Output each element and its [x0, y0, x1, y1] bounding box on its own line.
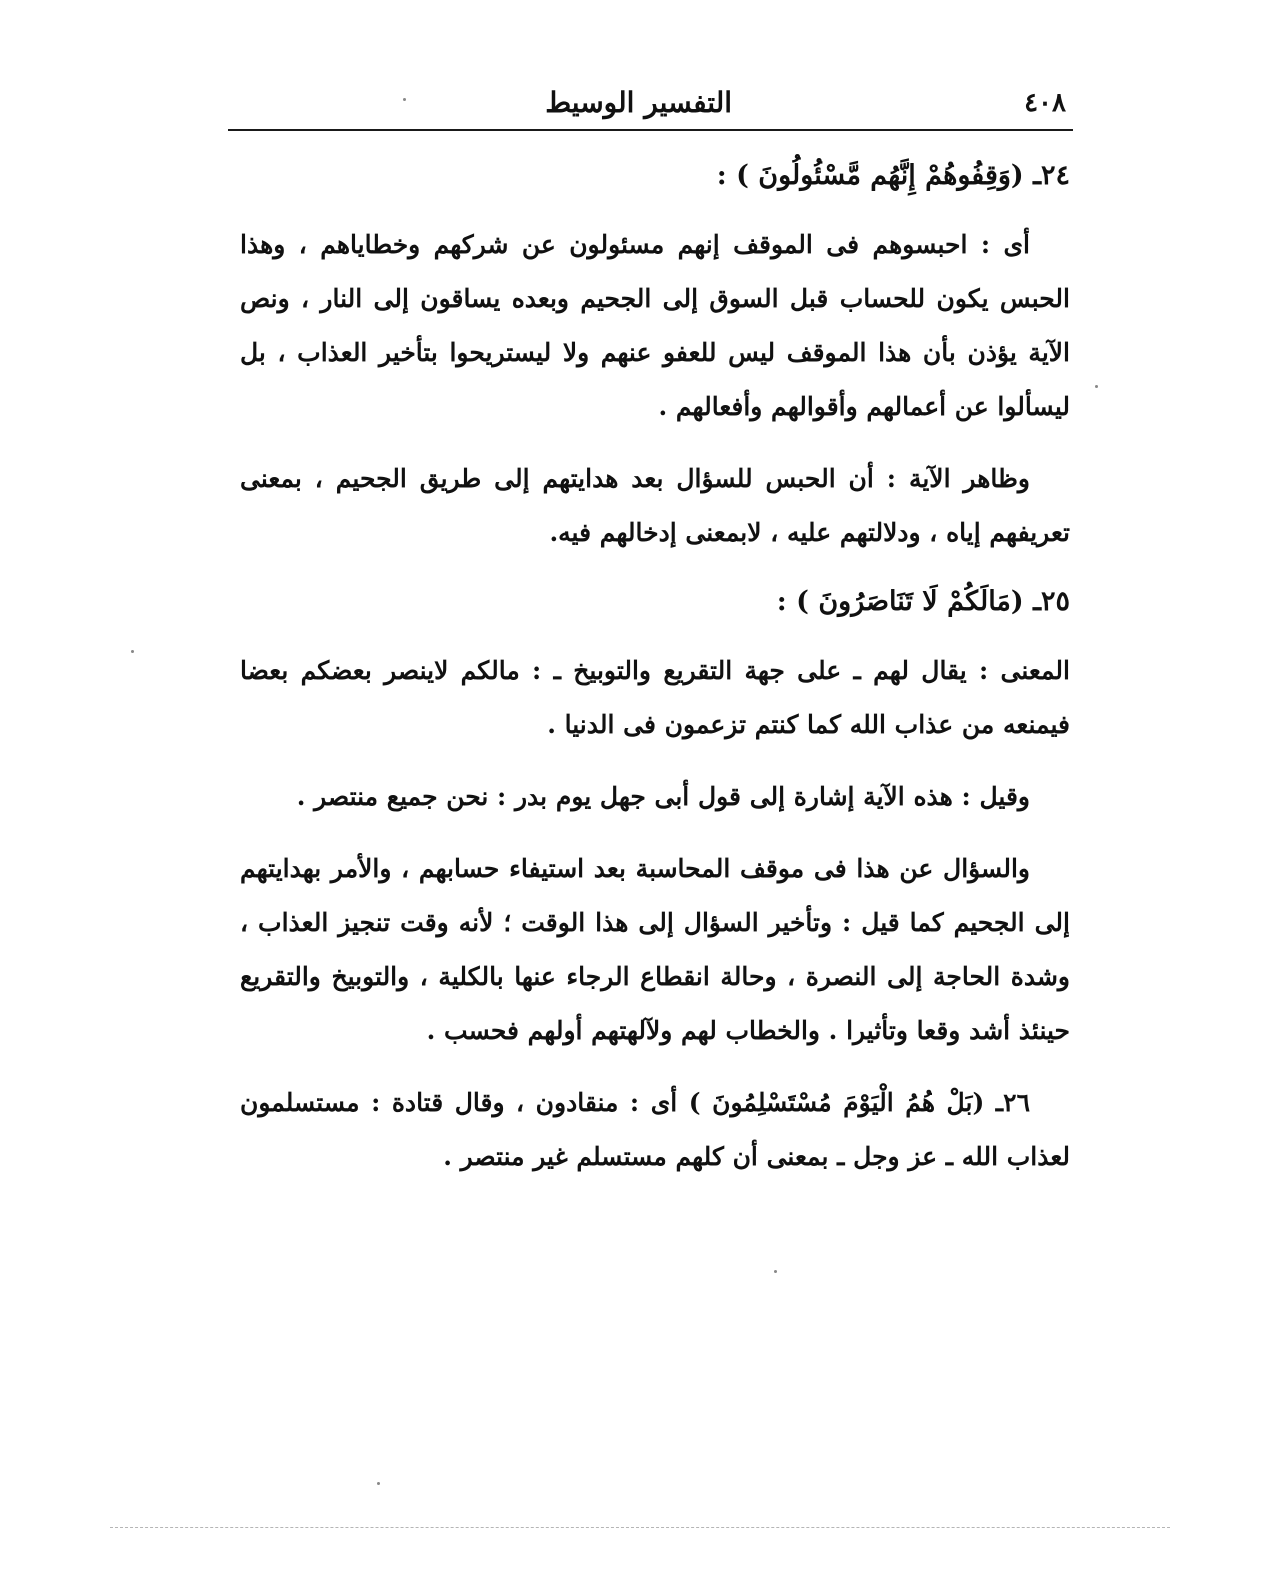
- scan-speck: [1095, 385, 1098, 388]
- commentary-paragraph: والسؤال عن هذا فى موقف المحاسبة بعد استيفاء حسابهم ، والأمر بهدايتهم إلى الجحيم كما قيل : وتأخير السؤال إلى هذا الوقت ؛ لأنه وقت تنجيز العذاب ، وشدة الحاجة إلى النصرة ، وحالة انقطاع الرجاء عنها بالكلية ، والتوبيخ والتقريع حينئذ أشد وقعا وتأثيرا . والخطاب لهم ولآلهتهم أولهم فحسب .: [240, 854, 1070, 1045]
- commentary-paragraph: وظاهر الآية : أن الحبس للسؤال بعد هدايتهم إلى طريق الجحيم ، بمعنى تعريفهم إياه ، ودلالتهم عليه ، لابمعنى إدخالهم فيه.: [240, 464, 1070, 547]
- commentary-paragraph: المعنى : يقال لهم ـ على جهة التقريع والتوبيخ ـ : مالكم لاينصر بعضكم بعضا فيمنعه من عذاب الله كما كنتم تزعمون فى الدنيا .: [240, 656, 1070, 739]
- scan-speck: [774, 1270, 777, 1273]
- scan-speck: [131, 650, 134, 653]
- scan-speck: [377, 1482, 380, 1485]
- verse-heading-25: ٢٥ـ (مَالَكُمْ لَا تَنَاصَرُونَ ) :: [776, 586, 1070, 617]
- verse-26-paragraph: ٢٦ـ (بَلْ هُمُ الْيَوْمَ مُسْتَسْلِمُونَ ) أى : منقادون ، وقال قتادة : مستسلمون لعذاب الله ـ عز وجل ـ بمعنى أن كلهم مستسلم غير منتصر .: [240, 1088, 1070, 1171]
- page-header: [230, 84, 1072, 128]
- commentary-paragraph: أى : احبسوهم فى الموقف إنهم مسئولون عن شركهم وخطاياهم ، وهذا الحبس يكون للحساب قبل السوق إلى الجحيم وبعده يساقون إلى النار ، ونص الآية يؤذن بأن هذا الموقف ليس للعفو عنهم ولا ليستريحوا بتأخير العذاب ، بل ليسألوا عن أعمالهم وأقوالهم وأفعالهم .: [240, 230, 1070, 421]
- running-title: التفسير الوسيط: [545, 86, 732, 119]
- page-number: ٤٠٨: [1024, 88, 1066, 118]
- page-body: [240, 148, 1070, 1184]
- commentary-paragraph: وقيل : هذه الآية إشارة إلى قول أبى جهل يوم بدر : نحن جميع منتصر .: [296, 782, 1030, 811]
- verse-heading-24: ٢٤ـ (وَقِفُوهُمْ إِنَّهُم مَّسْئُولُونَ ) :: [716, 160, 1070, 191]
- scan-edge-line: [110, 1527, 1170, 1529]
- header-rule: [228, 129, 1073, 131]
- scan-speck: [403, 98, 406, 101]
